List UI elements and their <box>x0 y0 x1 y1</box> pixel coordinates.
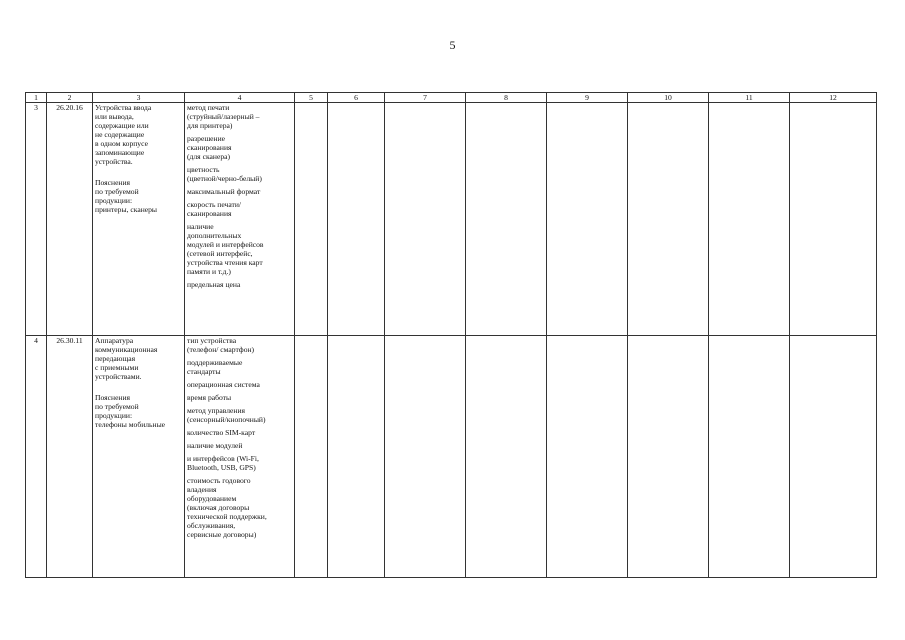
empty-cell <box>385 103 466 336</box>
characteristic-item: тип устройства (телефон/ смартфон) <box>187 336 255 354</box>
row-number: 4 <box>26 336 47 578</box>
characteristic-item: операционная система <box>187 380 260 389</box>
empty-cell <box>547 336 628 578</box>
characteristic-item: метод печати (струйный/лазерный – для принтера) <box>187 103 260 130</box>
description-paragraph: Пояснения по требуемой продукции: телефоны мобильные <box>95 393 166 429</box>
column-header-11: 11 <box>709 93 790 103</box>
column-header-5: 5 <box>295 93 328 103</box>
empty-cell <box>328 336 385 578</box>
characteristic-item: поддерживаемые стандарты <box>187 358 243 376</box>
empty-cell <box>628 336 709 578</box>
characteristic-item: разрешение сканирования (для сканера) <box>187 134 232 161</box>
empty-cell <box>295 336 328 578</box>
okpd-code: 26.20.16 <box>47 103 93 336</box>
column-header-2: 2 <box>47 93 93 103</box>
description-paragraph: Устройства ввода или вывода, содержащие или не содержащие в одном корпусе запоминающие устройства. <box>95 103 152 166</box>
product-description <box>93 336 185 578</box>
empty-cell <box>709 336 790 578</box>
characteristic-item: максимальный формат <box>187 187 261 196</box>
characteristic-item: количество SIM-карт <box>187 428 256 437</box>
empty-cell <box>628 103 709 336</box>
column-header-12: 12 <box>790 93 877 103</box>
column-header-3: 3 <box>93 93 185 103</box>
column-header-6: 6 <box>328 93 385 103</box>
description-paragraph: Аппаратура коммуникационная передающая с приемными устройствами. <box>95 336 158 381</box>
empty-cell <box>790 103 877 336</box>
column-header-9: 9 <box>547 93 628 103</box>
empty-cell <box>385 336 466 578</box>
page-number: 5 <box>449 38 456 52</box>
requirements-table <box>25 92 877 578</box>
column-header-1: 1 <box>26 93 47 103</box>
characteristic-item: наличие дополнительных модулей и интерфейсов (сетевой интерфейс, устройства чтения карт памяти и т.д.) <box>187 222 264 276</box>
characteristics-list <box>185 103 295 336</box>
column-header-7: 7 <box>385 93 466 103</box>
characteristic-item: метод управления (сенсорный/кнопочный) <box>187 406 266 424</box>
description-paragraph: Пояснения по требуемой продукции: принтеры, сканеры <box>95 178 158 214</box>
characteristic-item: цветность (цветной/черно-белый) <box>187 165 262 183</box>
row-number: 3 <box>26 103 47 336</box>
table-row <box>26 336 877 578</box>
empty-cell <box>790 336 877 578</box>
characteristic-item: наличие модулей <box>187 441 243 450</box>
product-description <box>93 103 185 336</box>
characteristic-item: скорость печати/ сканирования <box>187 200 242 218</box>
column-header-8: 8 <box>466 93 547 103</box>
column-header-10: 10 <box>628 93 709 103</box>
empty-cell <box>709 103 790 336</box>
empty-cell <box>295 103 328 336</box>
header-row <box>26 93 877 103</box>
characteristic-item: предельная цена <box>187 280 241 289</box>
characteristic-item: время работы <box>187 393 232 402</box>
characteristic-item: и интерфейсов (Wi-Fi, Bluetooth, USB, GPS) <box>187 454 259 472</box>
empty-cell <box>547 103 628 336</box>
okpd-code: 26.30.11 <box>47 336 93 578</box>
column-header-4: 4 <box>185 93 295 103</box>
characteristics-list <box>185 336 295 578</box>
empty-cell <box>466 336 547 578</box>
characteristic-item: стоимость годового владения оборудованием (включая договоры технической поддержки, обслуживания, сервисные договоры) <box>187 476 267 539</box>
empty-cell <box>466 103 547 336</box>
empty-cell <box>328 103 385 336</box>
table-row <box>26 103 877 336</box>
